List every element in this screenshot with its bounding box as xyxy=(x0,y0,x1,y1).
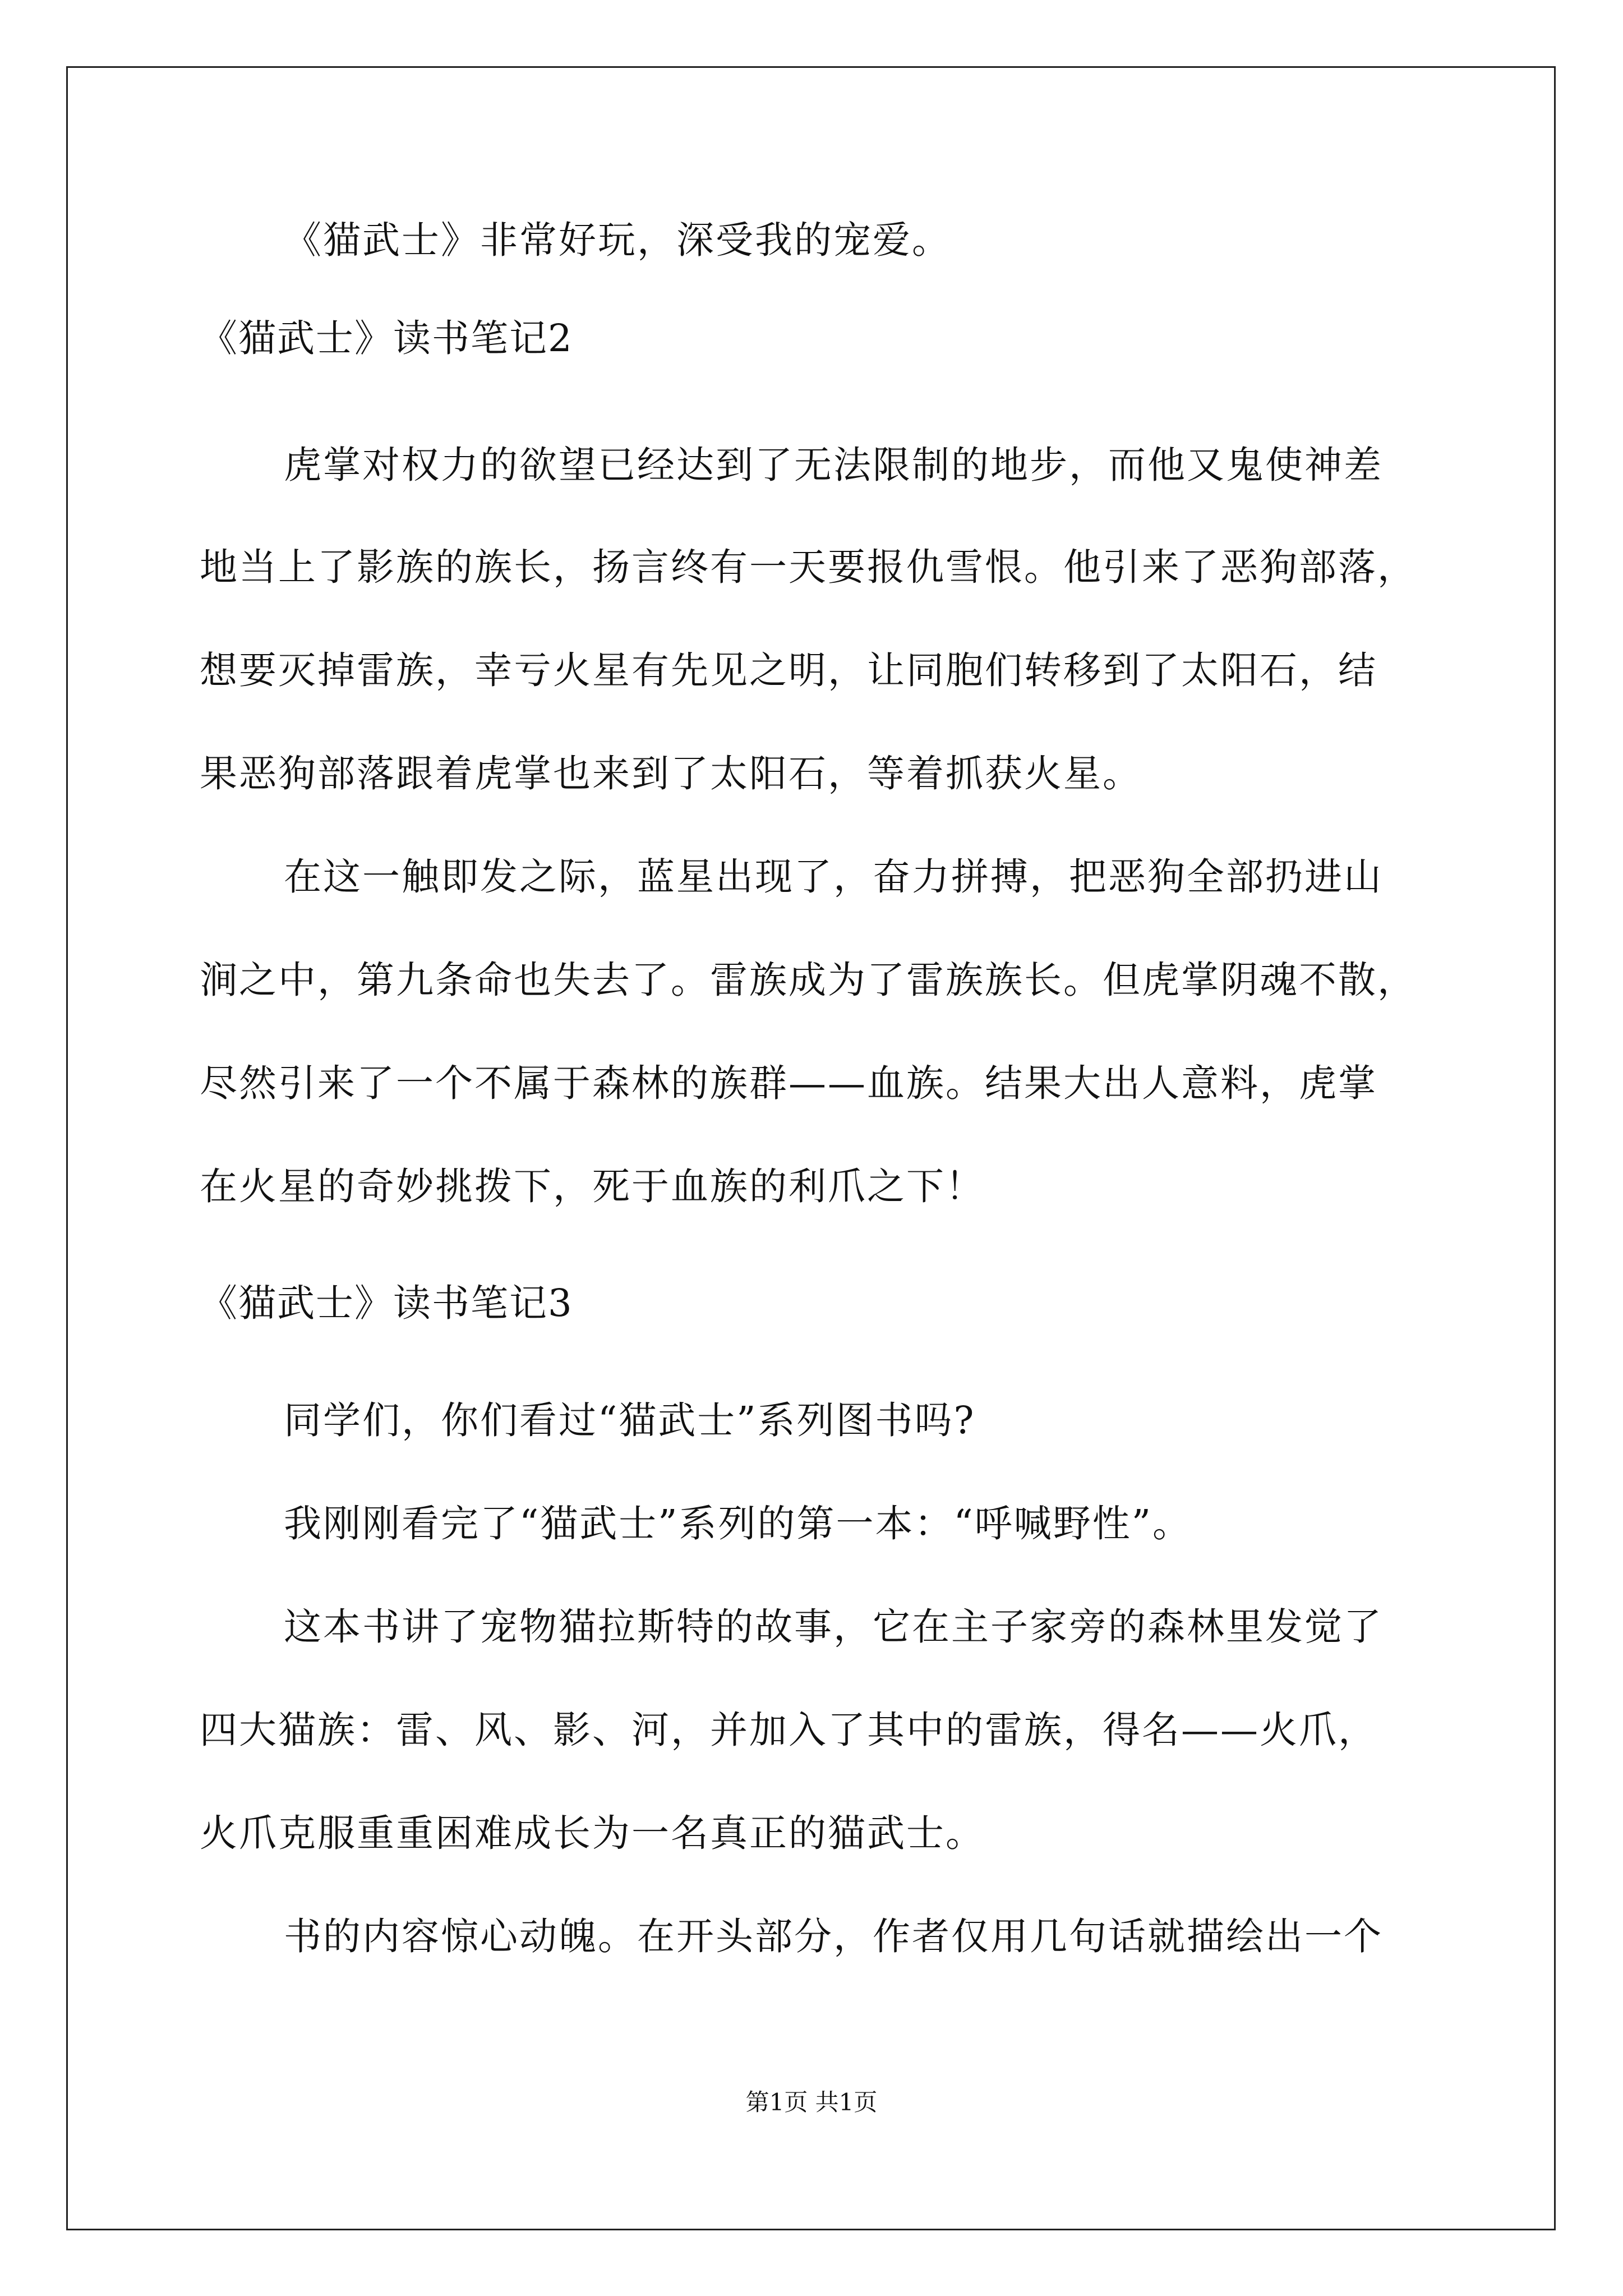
paragraph-line: 火爪克服重重困难成长为一名真正的猫武士。 xyxy=(200,1811,985,1855)
paragraph-line: 四大猫族：雷、风、影、河，并加入了其中的雷族，得名——火爪， xyxy=(200,1708,1377,1752)
paragraph-line: 我刚刚看完了“猫武士”系列的第一本：“呼喊野性”。 xyxy=(284,1502,1192,1545)
paragraph-line: 果恶狗部落跟着虎掌也来到了太阳石，等着抓获火星。 xyxy=(200,752,1142,795)
section-heading: 《猫武士》读书笔记2 xyxy=(200,316,573,360)
paragraph-line: 虎掌对权力的欲望已经达到了无法限制的地步，而他又鬼使神差 xyxy=(284,443,1383,487)
paragraph-line: 尽然引来了一个不属于森林的族群——血族。结果大出人意料，虎掌 xyxy=(200,1061,1377,1105)
page-number-footer: 第1页 共1页 xyxy=(745,2088,878,2116)
paragraph-line: 这本书讲了宠物猫拉斯特的故事，它在主子家旁的森林里发觉了 xyxy=(284,1605,1383,1649)
paragraph-line: 在这一触即发之际，蓝星出现了，奋力拼搏，把恶狗全部扔进山 xyxy=(284,855,1383,899)
paragraph-line: 地当上了影族的族长，扬言终有一天要报仇雪恨。他引来了恶狗部落， xyxy=(200,545,1417,589)
paragraph-line: 想要灭掉雷族，幸亏火星有先见之明，让同胞们转移到了太阳石，结 xyxy=(200,648,1377,692)
page-border xyxy=(66,66,1556,2230)
paragraph-line: 《猫武士》非常好玩，深受我的宠爱。 xyxy=(284,218,951,262)
paragraph-line: 在火星的奇妙挑拨下，死于血族的利爪之下！ xyxy=(200,1165,985,1208)
paragraph-line: 同学们，你们看过“猫武士”系列图书吗? xyxy=(284,1398,976,1442)
paragraph-line: 书的内容惊心动魄。在开头部分，作者仅用几句话就描绘出一个 xyxy=(284,1915,1383,1958)
section-heading: 《猫武士》读书笔记3 xyxy=(200,1281,573,1325)
paragraph-line: 涧之中，第九条命也失去了。雷族成为了雷族族长。但虎掌阴魂不散， xyxy=(200,958,1417,1002)
